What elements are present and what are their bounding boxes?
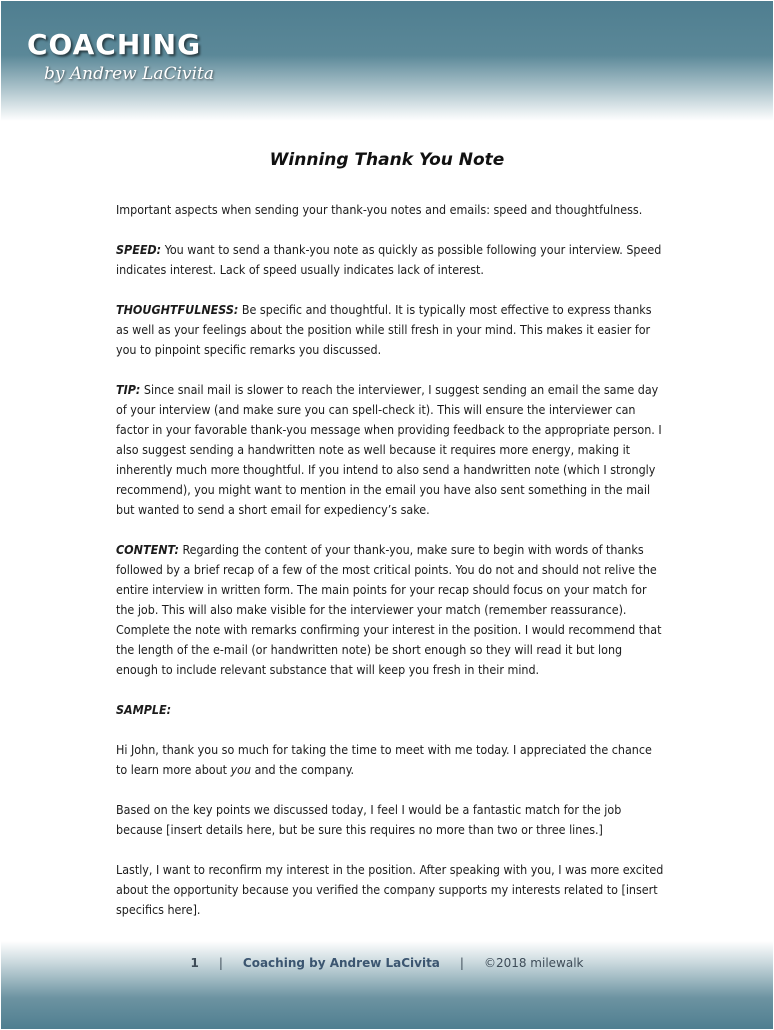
tip-label: TIP:: [116, 382, 141, 397]
header-banner: [1, 1, 773, 121]
sample-label: SAMPLE:: [116, 702, 172, 717]
sample-paragraph-3: [116, 860, 664, 920]
sample-p1-a: Hi John, thank you so much for taking the time to meet with me today. I appreciated the chance to learn more about: [116, 742, 652, 777]
tip-text: Since snail mail is slower to reach the interviewer, I suggest sending an email the same day of your interview (and make sure you can spell-check it). This will ensure the interviewer can factor in your favorable thank-you message when providing feedback to the appropriate person. I also suggest sending a handwritten note as well because it requires more energy, making it inherently much more thoughtful. If you intend to also send a handwritten note (which I strongly recommend), you might want to mention in the email you have also sent something in the mail but wanted to send a short email for expediency’s sake.: [116, 382, 662, 517]
page-number: 1: [190, 956, 199, 970]
thoughtfulness-label: THOUGHTFULNESS:: [116, 302, 239, 317]
speed-text: You want to send a thank-you note as quickly as possible following your interview. Speed indicates interest. Lack of speed usually indicates lack of interest.: [116, 242, 662, 277]
intro-paragraph: [116, 200, 664, 220]
footer-copyright: ©2018 milewalk: [483, 956, 584, 970]
sample-paragraph-1: [116, 740, 664, 780]
tip-paragraph: [116, 380, 664, 520]
logo-coaching: COACHING: [27, 28, 202, 61]
page-footer: [0, 956, 774, 970]
intro-text: Important aspects when sending your thank-you notes and emails: speed and thoughtfulness.: [116, 202, 643, 217]
sample-heading: [116, 700, 664, 720]
speed-paragraph: [116, 240, 664, 280]
content-label: CONTENT:: [116, 542, 179, 557]
content-paragraph: [116, 540, 664, 680]
footer-banner: [1, 941, 773, 1029]
content-text: Regarding the content of your thank-you, make sure to begin with words of thanks followed by a brief recap of a few of the most critical points. You do not and should not relive the entire interview in written form. The main points for your recap should focus on your match for the job. This will also make visible for the interviewer your match (remember reassurance). Complete the note with remarks confirming your interest in the position. I would recommend that the length of the e-mail (or handwritten note) be short enough so they will read it but long enough to include relevant substance that will keep you fresh in their mind.: [116, 542, 662, 677]
sample-p1-emphasis: you: [230, 762, 252, 777]
sample-p2-text: Based on the key points we discussed today, I feel I would be a fantastic match for the job because [insert details here, but be sure this requires no more than two or three lines.]: [116, 802, 622, 837]
sample-paragraph-2: [116, 800, 664, 840]
page-title: Winning Thank You Note: [269, 150, 505, 170]
footer-separator: |: [459, 956, 464, 970]
sample-p1-b: and the company.: [251, 762, 355, 777]
footer-separator: |: [218, 956, 223, 970]
footer-brand: Coaching by Andrew LaCivita: [242, 956, 440, 970]
logo-byline: by Andrew LaCivita: [44, 64, 215, 84]
document-body: [116, 200, 664, 940]
sample-p3-text: Lastly, I want to reconfirm my interest in the position. After speaking with you, I was more excited about the opportunity because you verified the company supports my interests related to [insert specifics here].: [116, 862, 664, 917]
thoughtfulness-paragraph: [116, 300, 664, 360]
speed-label: SPEED:: [116, 242, 162, 257]
thoughtfulness-text: Be specific and thoughtful. It is typically most effective to express thanks as well as your feelings about the position while still fresh in your mind. This makes it easier for you to pinpoint specific remarks you discussed.: [116, 302, 652, 357]
